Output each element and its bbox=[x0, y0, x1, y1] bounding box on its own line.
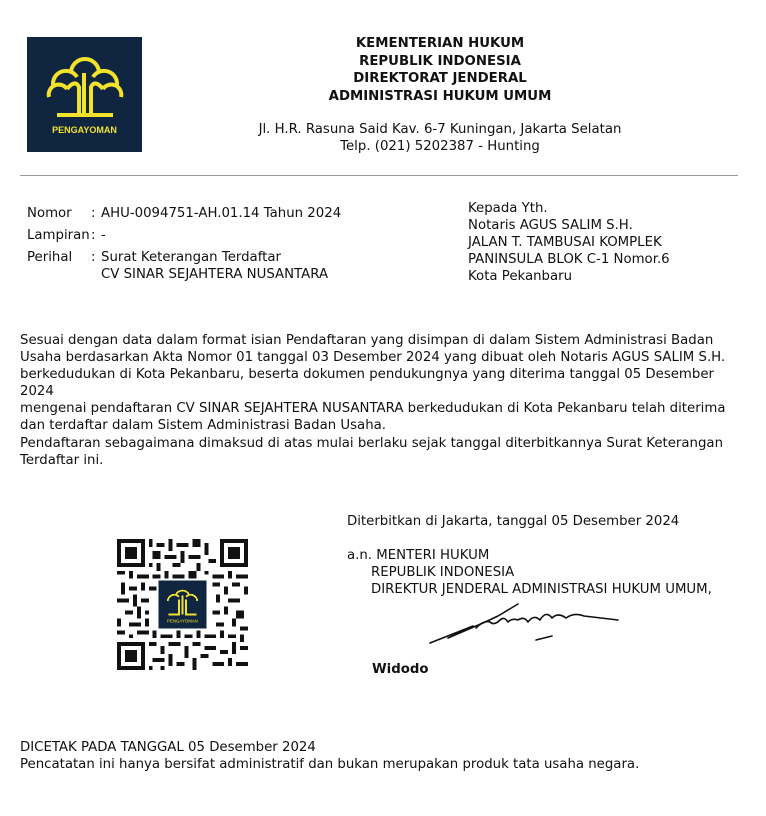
title-line: REPUBLIK INDONESIA bbox=[359, 53, 521, 69]
perihal-value bbox=[101, 247, 328, 283]
meta-perihal bbox=[27, 247, 341, 283]
svg-text:PENGAYOMAN: PENGAYOMAN bbox=[52, 125, 117, 135]
perihal-company: CV SINAR SEJAHTERA NUSANTARA bbox=[101, 267, 329, 282]
meta-nomor bbox=[27, 203, 341, 225]
colon: : bbox=[91, 250, 96, 265]
header-divider bbox=[20, 175, 738, 176]
signatory-line: DIREKTUR JENDERAL ADMINISTRASI HUKUM UMUM, bbox=[371, 582, 712, 597]
qr-code bbox=[117, 539, 248, 670]
colon: : bbox=[91, 206, 96, 221]
body-paragraph-1 bbox=[20, 332, 746, 434]
paragraph-line: Usaha berdasarkan Akta Nomor 01 tanggal 03 Desember 2024 yang dibuat oleh Notaris AGUS SALIM S.H. bbox=[20, 350, 726, 365]
perihal-line: Surat Keterangan Terdaftar bbox=[101, 250, 281, 265]
recipient-line: Kepada Yth. bbox=[468, 201, 548, 216]
signer-name: Widodo bbox=[372, 662, 429, 677]
paragraph-line: Terdaftar ini. bbox=[20, 453, 104, 468]
svg-text:PENGAYOMAN: PENGAYOMAN bbox=[167, 618, 198, 624]
qr-code-icon bbox=[117, 539, 248, 670]
signature-icon bbox=[428, 598, 628, 646]
paragraph-line: berkedudukan di Kota Pekanbaru, beserta dokumen pendukungnya yang diterima tanggal 05 Desember 2024 bbox=[20, 367, 714, 399]
nomor-label: Nomor bbox=[27, 206, 72, 221]
paragraph-line: dan terdaftar dalam Sistem Administrasi Badan Usaha. bbox=[20, 418, 387, 433]
tree-emblem-icon bbox=[27, 37, 142, 152]
letter-meta bbox=[27, 203, 341, 283]
signatory-line: REPUBLIK INDONESIA bbox=[371, 565, 515, 580]
title-line: ADMINISTRASI HUKUM UMUM bbox=[328, 88, 552, 104]
address-line: Jl. H.R. Rasuna Said Kav. 6-7 Kuningan, Jakarta Selatan bbox=[258, 122, 622, 137]
ministry-address bbox=[230, 121, 650, 155]
on-behalf-line: a.n. MENTERI HUKUM bbox=[347, 548, 490, 563]
signatory-title bbox=[347, 547, 712, 598]
body-paragraph-2 bbox=[20, 435, 746, 469]
title-line: DIREKTORAT JENDERAL bbox=[353, 71, 527, 86]
footer bbox=[20, 739, 639, 773]
paragraph-line: mengenai pendaftaran CV SINAR SEJAHTERA NUSANTARA berkedudukan di Kota Pekanbaru telah diterima bbox=[20, 401, 726, 416]
recipient-line: JALAN T. TAMBUSAI KOMPLEK bbox=[468, 235, 662, 250]
recipient-address bbox=[468, 200, 670, 285]
issued-date: Diterbitkan di Jakarta, tanggal 05 Desember 2024 bbox=[347, 514, 680, 529]
pengayoman-logo bbox=[27, 37, 142, 152]
nomor-value: AHU-0094751-AH.01.14 Tahun 2024 bbox=[101, 206, 342, 221]
title-line: KEMENTERIAN HUKUM bbox=[355, 36, 525, 51]
meta-lampiran bbox=[27, 225, 341, 247]
recipient-line: Kota Pekanbaru bbox=[468, 269, 573, 284]
phone-line: Telp. (021) 5202387 - Hunting bbox=[340, 139, 540, 154]
ministry-title bbox=[250, 35, 630, 105]
lampiran-label: Lampiran bbox=[27, 228, 90, 243]
paragraph-line: Sesuai dengan data dalam format isian Pendaftaran yang disimpan di dalam Sistem Administrasi Badan bbox=[20, 333, 714, 348]
printed-date: DICETAK PADA TANGGAL 05 Desember 2024 bbox=[20, 740, 316, 755]
colon: : bbox=[91, 228, 96, 243]
lampiran-value: - bbox=[101, 228, 106, 243]
disclaimer: Pencatatan ini hanya bersifat administratif dan bukan merupakan produk tata usaha negara. bbox=[20, 757, 640, 772]
recipient-line: PANINSULA BLOK C-1 Nomor.6 bbox=[468, 252, 670, 267]
perihal-label: Perihal bbox=[27, 250, 73, 265]
handwritten-signature bbox=[428, 598, 628, 646]
paragraph-line: Pendaftaran sebagaimana dimaksud di atas mulai berlaku sejak tanggal diterbitkannya Surat Keterangan bbox=[20, 436, 723, 451]
recipient-line: Notaris AGUS SALIM S.H. bbox=[468, 218, 633, 233]
